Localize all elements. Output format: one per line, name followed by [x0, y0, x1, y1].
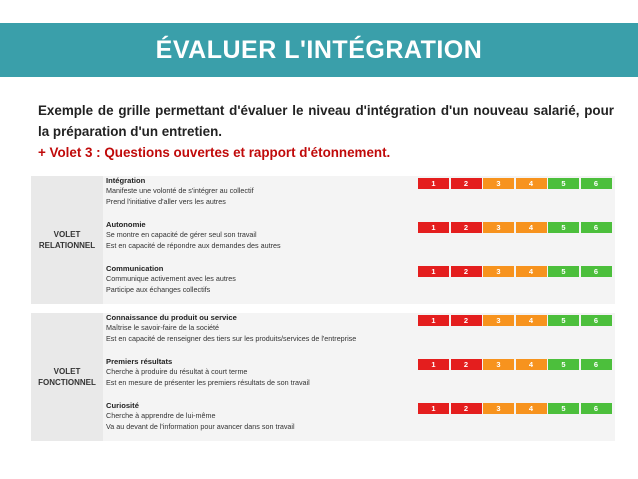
page-title: ÉVALUER L'INTÉGRATION	[155, 36, 483, 64]
criterion	[106, 401, 411, 432]
rating-scale	[418, 178, 613, 189]
criterion-title: Communication	[106, 264, 164, 273]
rating-cell-4[interactable]: 4	[516, 266, 547, 277]
rating-cell-1[interactable]: 1	[418, 315, 449, 326]
rating-cell-2[interactable]: 2	[451, 359, 482, 370]
rating-cell-6[interactable]: 6	[581, 359, 612, 370]
criterion-description: Cherche à produire du résultat à court terme	[106, 367, 248, 376]
rating-cell-5[interactable]: 5	[548, 222, 579, 233]
rating-cell-6[interactable]: 6	[581, 178, 612, 189]
criterion	[106, 220, 411, 251]
rating-scale	[418, 359, 613, 370]
rating-cell-5[interactable]: 5	[548, 266, 579, 277]
rating-cell-2[interactable]: 2	[451, 403, 482, 414]
rating-cell-3[interactable]: 3	[483, 315, 514, 326]
rating-cell-5[interactable]: 5	[548, 178, 579, 189]
rating-cell-1[interactable]: 1	[418, 178, 449, 189]
criterion-description: Manifeste une volonté de s'intégrer au collectif	[106, 186, 254, 195]
rating-cell-6[interactable]: 6	[581, 403, 612, 414]
rating-cell-1[interactable]: 1	[418, 222, 449, 233]
rating-cell-4[interactable]: 4	[516, 178, 547, 189]
rating-cell-2[interactable]: 2	[451, 315, 482, 326]
criterion-description: Est en capacité de renseigner des tiers sur les produits/services de l'entreprise	[106, 333, 357, 343]
rating-cell-5[interactable]: 5	[548, 403, 579, 414]
section-label: VOLET FONCTIONNEL	[31, 313, 103, 441]
rating-cell-4[interactable]: 4	[516, 403, 547, 414]
criterion-title: Curiosité	[106, 401, 139, 410]
rating-cell-4[interactable]: 4	[516, 222, 547, 233]
rating-cell-3[interactable]: 3	[483, 359, 514, 370]
rating-cell-2[interactable]: 2	[451, 178, 482, 189]
rating-cell-6[interactable]: 6	[581, 266, 612, 277]
intro-block	[38, 100, 614, 163]
rating-cell-2[interactable]: 2	[451, 266, 482, 277]
criterion	[106, 313, 411, 344]
header-banner	[0, 23, 638, 77]
rating-cell-2[interactable]: 2	[451, 222, 482, 233]
rating-cell-3[interactable]: 3	[483, 403, 514, 414]
criterion-description: Va au devant de l'information pour avancer dans son travail	[106, 421, 295, 431]
criterion	[106, 176, 411, 207]
criterion-title: Connaissance du produit ou service	[106, 313, 237, 322]
intro-text: Exemple de grille permettant d'évaluer le niveau d'intégration d'un nouveau salarié, pour la préparation d'un entretien.	[38, 103, 614, 139]
criterion-description: Se montre en capacité de gérer seul son travail	[106, 230, 257, 239]
criterion-title: Premiers résultats	[106, 357, 173, 366]
criterion-description: Maîtrise le savoir-faire de la société	[106, 323, 220, 332]
intro-accent: + Volet 3 : Questions ouvertes et rapport d'étonnement.	[38, 145, 391, 160]
criterion	[106, 264, 411, 295]
rating-cell-6[interactable]: 6	[581, 222, 612, 233]
rating-scale	[418, 403, 613, 414]
rating-cell-5[interactable]: 5	[548, 315, 579, 326]
criterion-description: Est en capacité de répondre aux demandes des autres	[106, 240, 281, 250]
criterion-title: Intégration	[106, 176, 146, 185]
rating-cell-1[interactable]: 1	[418, 359, 449, 370]
rating-cell-3[interactable]: 3	[483, 266, 514, 277]
rating-cell-6[interactable]: 6	[581, 315, 612, 326]
criterion-description: Est en mesure de présenter les premiers résultats de son travail	[106, 377, 310, 387]
criterion-description: Prend l'initiative d'aller vers les autres	[106, 196, 226, 206]
rating-cell-5[interactable]: 5	[548, 359, 579, 370]
rating-cell-4[interactable]: 4	[516, 359, 547, 370]
criterion	[106, 357, 411, 388]
criterion-description: Communique activement avec les autres	[106, 274, 236, 283]
criterion-description: Cherche à apprendre de lui-même	[106, 411, 216, 420]
section-label: VOLET RELATIONNEL	[31, 176, 103, 304]
criterion-description: Participe aux échanges collectifs	[106, 284, 211, 294]
rating-cell-4[interactable]: 4	[516, 315, 547, 326]
rating-scale	[418, 222, 613, 233]
rating-scale	[418, 266, 613, 277]
rating-cell-1[interactable]: 1	[418, 266, 449, 277]
rating-scale	[418, 315, 613, 326]
rating-cell-3[interactable]: 3	[483, 222, 514, 233]
criterion-title: Autonomie	[106, 220, 146, 229]
rating-cell-3[interactable]: 3	[483, 178, 514, 189]
rating-cell-1[interactable]: 1	[418, 403, 449, 414]
